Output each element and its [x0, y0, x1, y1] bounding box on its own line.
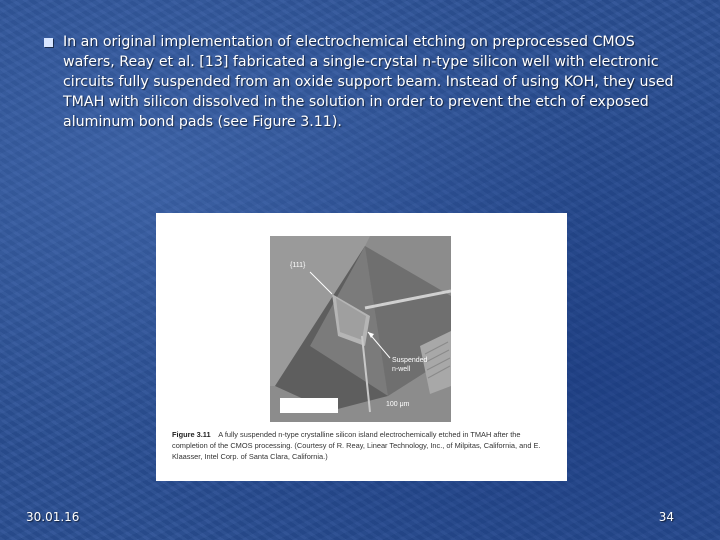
footer-date: 30.01.16	[26, 510, 80, 524]
crystal-plane-label: {111}	[290, 262, 306, 269]
bullet-marker	[44, 38, 53, 47]
figure-caption	[172, 429, 557, 462]
micrograph-image	[270, 236, 451, 422]
page-number: 34	[658, 510, 674, 524]
suspended-label-line1: Suspended	[392, 357, 428, 364]
scale-label: 100 μm	[386, 401, 410, 408]
bullet-text: In an original implementation of electrochemical etching on preprocessed CMOS wafers, Reay et al. [13] fabricated a single-crystal n-type silicon well with electronic circuits fully suspended from an oxide support beam. Instead of using KOH, they used TMAH with silicon dissolved in the solution in order to prevent the etch of exposed aluminum bond pads (see Figure 3.11).	[63, 34, 674, 130]
caption-number: Figure 3.11	[172, 430, 211, 439]
figure-panel	[156, 213, 567, 481]
suspended-label-line2: n-well	[392, 366, 411, 373]
suspended-label	[392, 356, 427, 374]
scale-bar-box	[280, 398, 338, 413]
bullet-block	[44, 32, 684, 132]
caption-text: A fully suspended n-type crystalline silicon island electrochemically etched in TMAH after the completion of the CMOS processing. (Courtesy of R. Reay, Linear Technology, Inc., of Milpitas, California, and E. Klaasser, Intel Corp. of Santa Clara, California.)	[172, 430, 541, 461]
